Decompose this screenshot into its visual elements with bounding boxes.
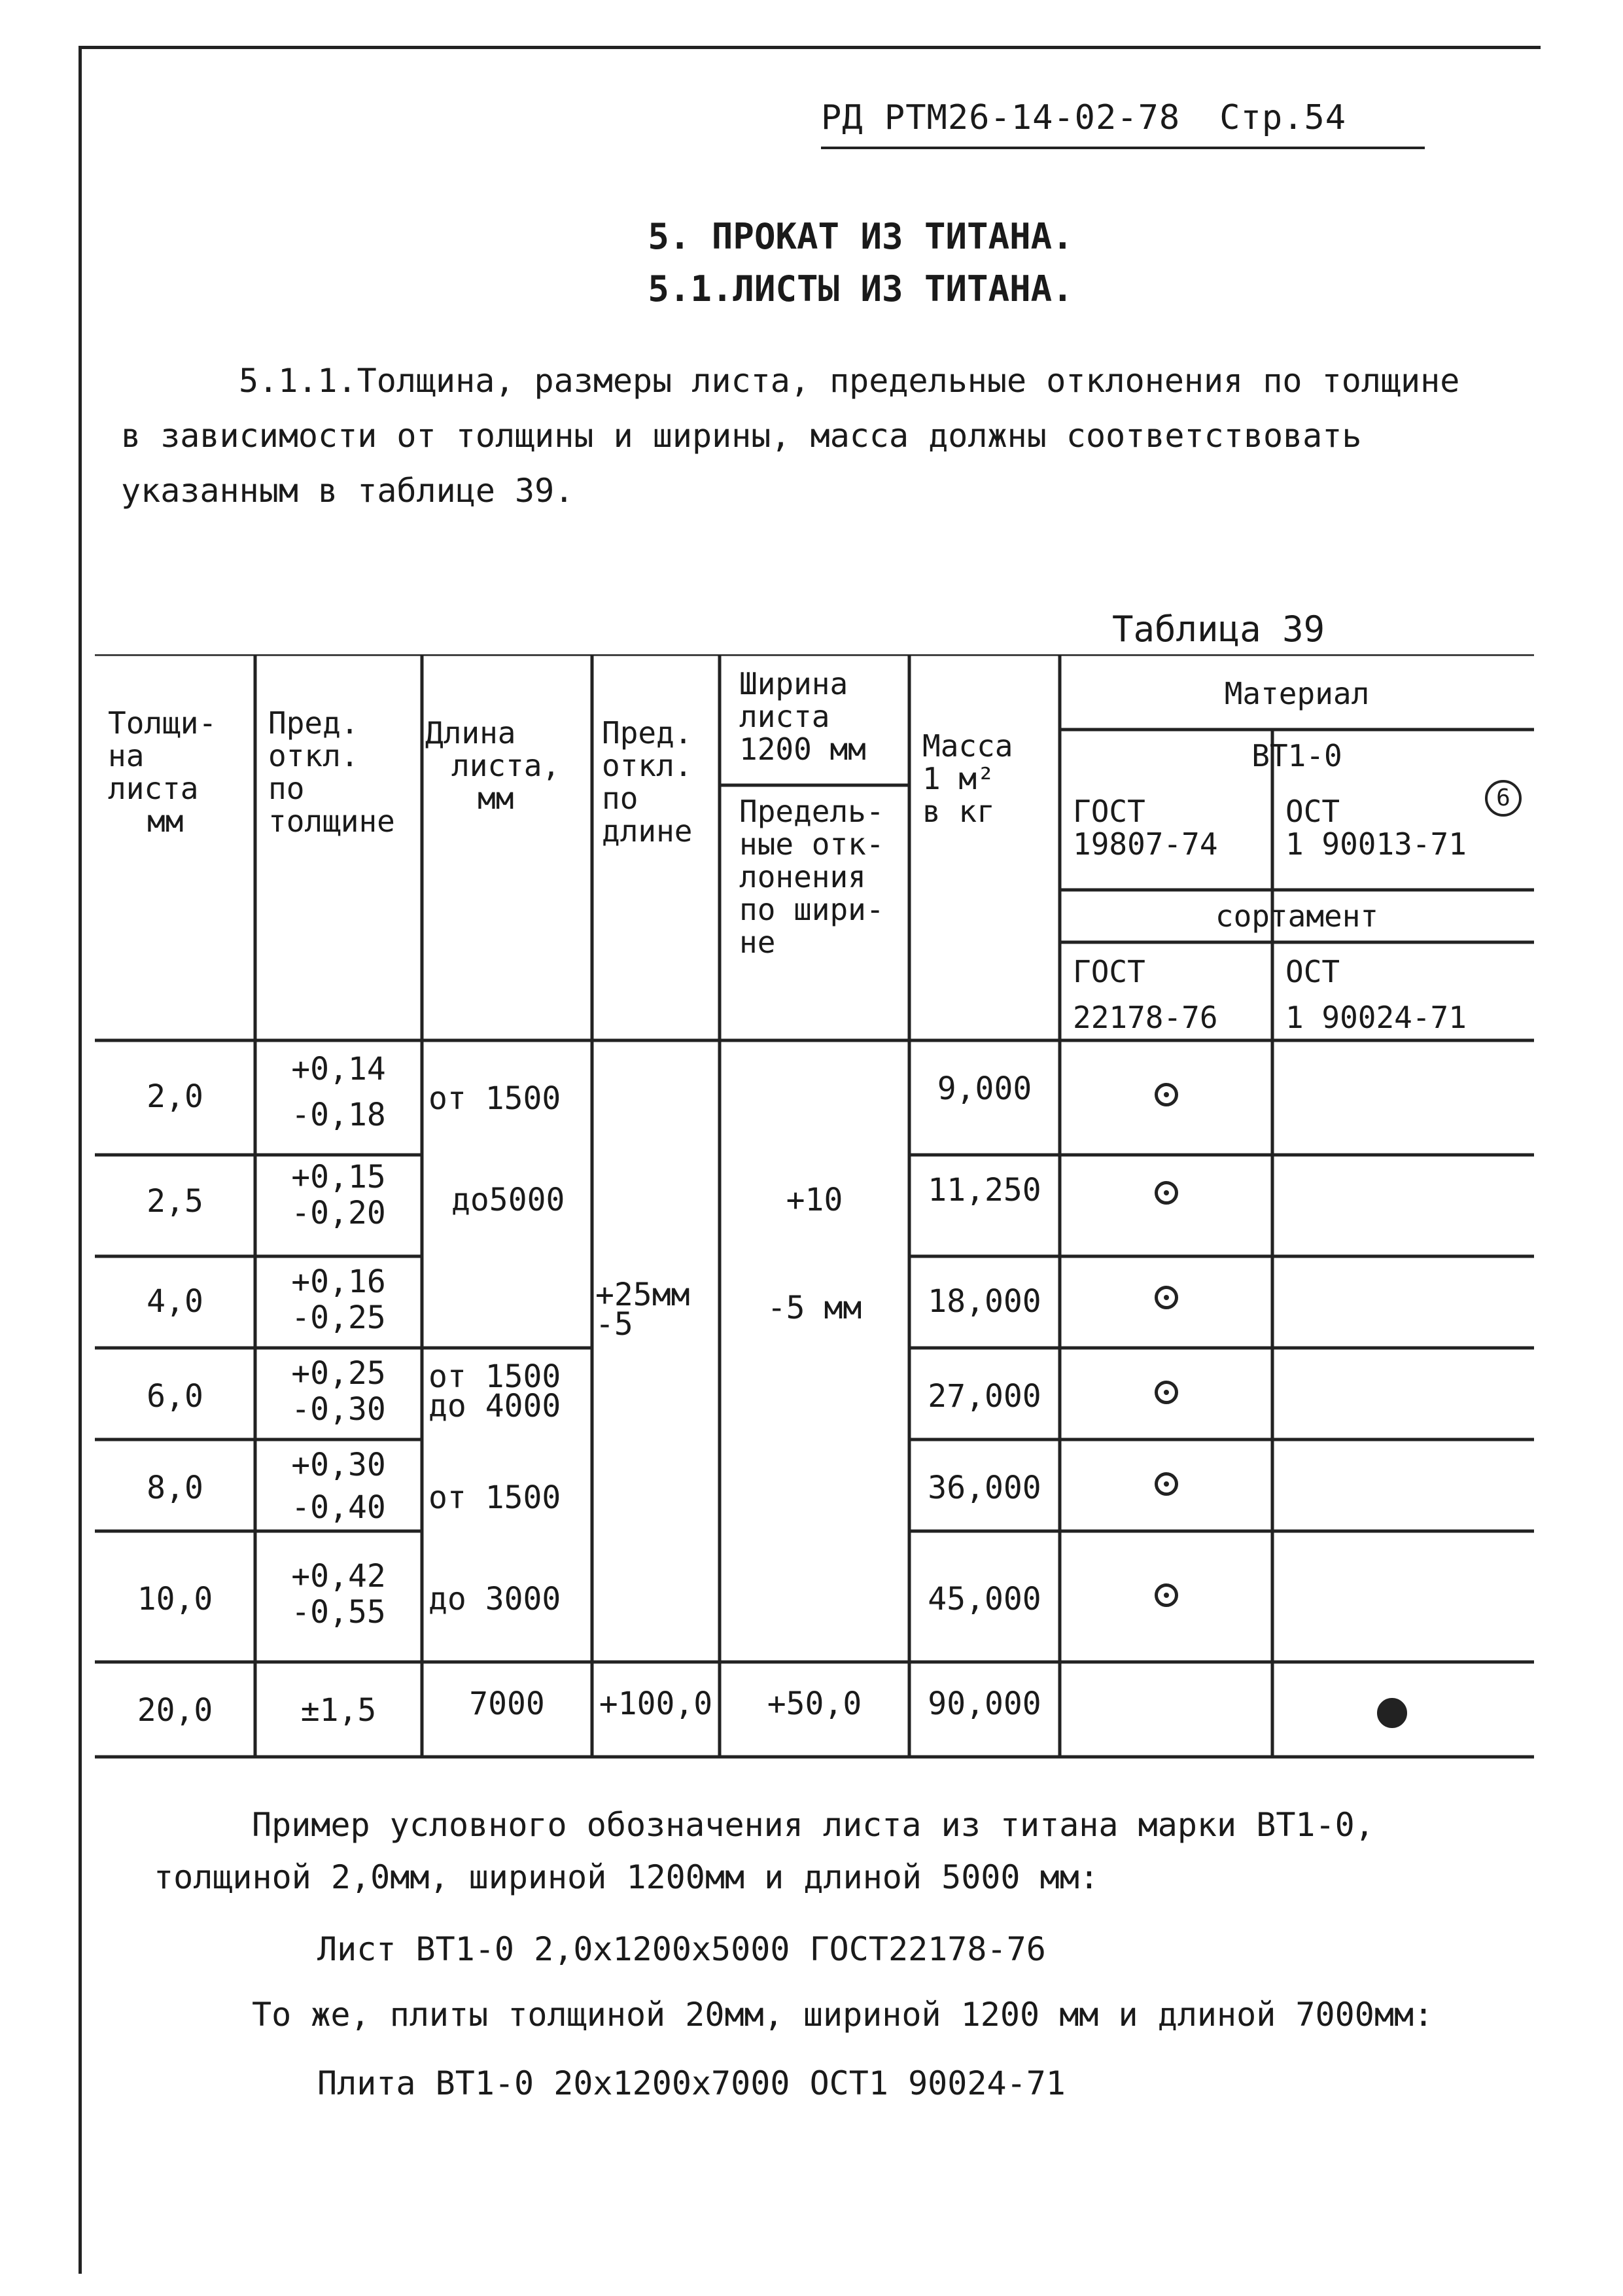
row-dev-plus: +0,14 [291,1051,386,1087]
header-underline [821,147,1425,149]
header-assortment: сортамент [1215,898,1379,934]
header-gost-assortment: ГОСТ 22178-76 [1073,954,1218,1035]
header-material: Материал [1224,676,1370,711]
row-dev-plus: +0,42 [291,1558,386,1595]
row-dev-minus: -0,18 [291,1097,386,1133]
availability-mark [1155,1472,1178,1496]
row-thickness: 4,0 [147,1283,203,1320]
table-label: Таблица 39 [1112,609,1325,650]
table-39 [95,654,1534,1767]
length-dev-plus: +25мм [595,1277,690,1313]
row-thickness: 20,0 [137,1692,213,1729]
row-length-dev: +100,0 [599,1686,713,1722]
row-width-dev: +50,0 [767,1686,862,1722]
width-dev-plus: +10 [786,1182,843,1218]
paragraph-line: 5.1.1.Толщина, размеры листа, предельные отклонения по толщине [239,362,1460,400]
row-mass: 9,000 [937,1070,1032,1107]
intro-paragraph [121,353,1527,518]
row-thickness: 8,0 [147,1470,203,1506]
length-from: от 1500 [428,1358,561,1395]
row-dev-plus: +0,25 [291,1355,386,1392]
row-mass: 90,000 [928,1686,1041,1722]
row-dev-plus: +0,30 [291,1447,386,1483]
header-width-deviation: Предель- ные отк- лонения по шири- не [739,794,884,960]
subsection-title: 5.1.ЛИСТЫ ИЗ ТИТАНА. [648,268,1073,309]
row-mass: 27,000 [928,1378,1041,1415]
row-length: 7000 [469,1686,545,1722]
example-designation-plate: Плита ВТ1-0 20х1200х7000 ОСТ1 90024-71 [317,2064,1066,2102]
header-ost-standard: ОСТ 1 90013-71 [1285,794,1467,862]
header-length-deviation: Пред. откл. по длине [602,715,693,849]
availability-mark [1155,1583,1178,1607]
header-thickness: Толщи- на листа мм [108,705,217,839]
width-dev-minus: -5 мм [767,1290,862,1326]
length-to: до 3000 [428,1581,561,1617]
header-width: Ширина листа 1200 мм [739,666,866,767]
example-params: толщиной 2,0мм, шириной 1200мм и длиной 5000 мм: [154,1858,1099,1896]
row-thickness: 6,0 [147,1378,203,1415]
row-dev-plus: +0,16 [291,1263,386,1300]
availability-mark [1155,1381,1178,1404]
row-dev-minus: -0,20 [291,1195,386,1231]
length-to: до5000 [451,1182,565,1218]
revision-note-mark: 6 [1485,780,1522,817]
length-to: до 4000 [428,1388,561,1424]
row-mass: 11,250 [928,1172,1041,1209]
availability-mark [1155,1083,1178,1106]
paragraph-line: указанным в таблице 39. [121,472,574,510]
document-header [821,98,1346,137]
row-mass: 36,000 [928,1470,1041,1506]
availability-mark [1155,1286,1178,1309]
availability-mark [1155,1181,1178,1205]
row-dev-plus: +0,15 [291,1159,386,1195]
row-thickness: 2,0 [147,1078,203,1115]
row-dev-minus: -0,40 [291,1489,386,1526]
row-dev-minus: -0,25 [291,1299,386,1336]
example-intro: Пример условного обозначения листа из титана марки ВТ1-0, [252,1806,1374,1844]
row-dev-pm: ±1,5 [300,1692,377,1729]
row-mass: 45,000 [928,1581,1041,1617]
length-dev-minus: -5 [595,1306,633,1343]
header-thickness-deviation: Пред. откл. по толщине [268,705,395,839]
row-dev-minus: -0,30 [291,1391,386,1428]
example-designation-sheet: Лист ВТ1-0 2,0х1200х5000 ГОСТ22178-76 [317,1930,1046,1968]
header-grade: ВТ1-0 [1251,738,1342,773]
header-ost-assortment: ОСТ 1 90024-71 [1285,954,1467,1035]
example-plate-intro: То же, плиты толщиной 20мм, шириной 1200 мм и длиной 7000мм: [252,1996,1434,2034]
row-thickness: 10,0 [137,1581,213,1617]
length-from: от 1500 [428,1080,561,1117]
length-from: от 1500 [428,1479,561,1516]
paragraph-line: в зависимости от толщины и ширины, масса должны соответствовать [121,417,1362,455]
header-length: Длина листа, мм [425,715,561,816]
page-number: Стр.54 [1219,98,1347,137]
section-title: 5. ПРОКАТ ИЗ ТИТАНА. [648,216,1073,257]
row-mass: 18,000 [928,1283,1041,1320]
header-mass: Масса 1 м² в кг [922,728,1013,829]
row-thickness: 2,5 [147,1183,203,1220]
availability-mark [1377,1698,1407,1728]
document-code: РД РТМ26-14-02-78 [821,98,1181,137]
header-gost-standard: ГОСТ 19807-74 [1073,794,1218,862]
row-dev-minus: -0,55 [291,1594,386,1631]
